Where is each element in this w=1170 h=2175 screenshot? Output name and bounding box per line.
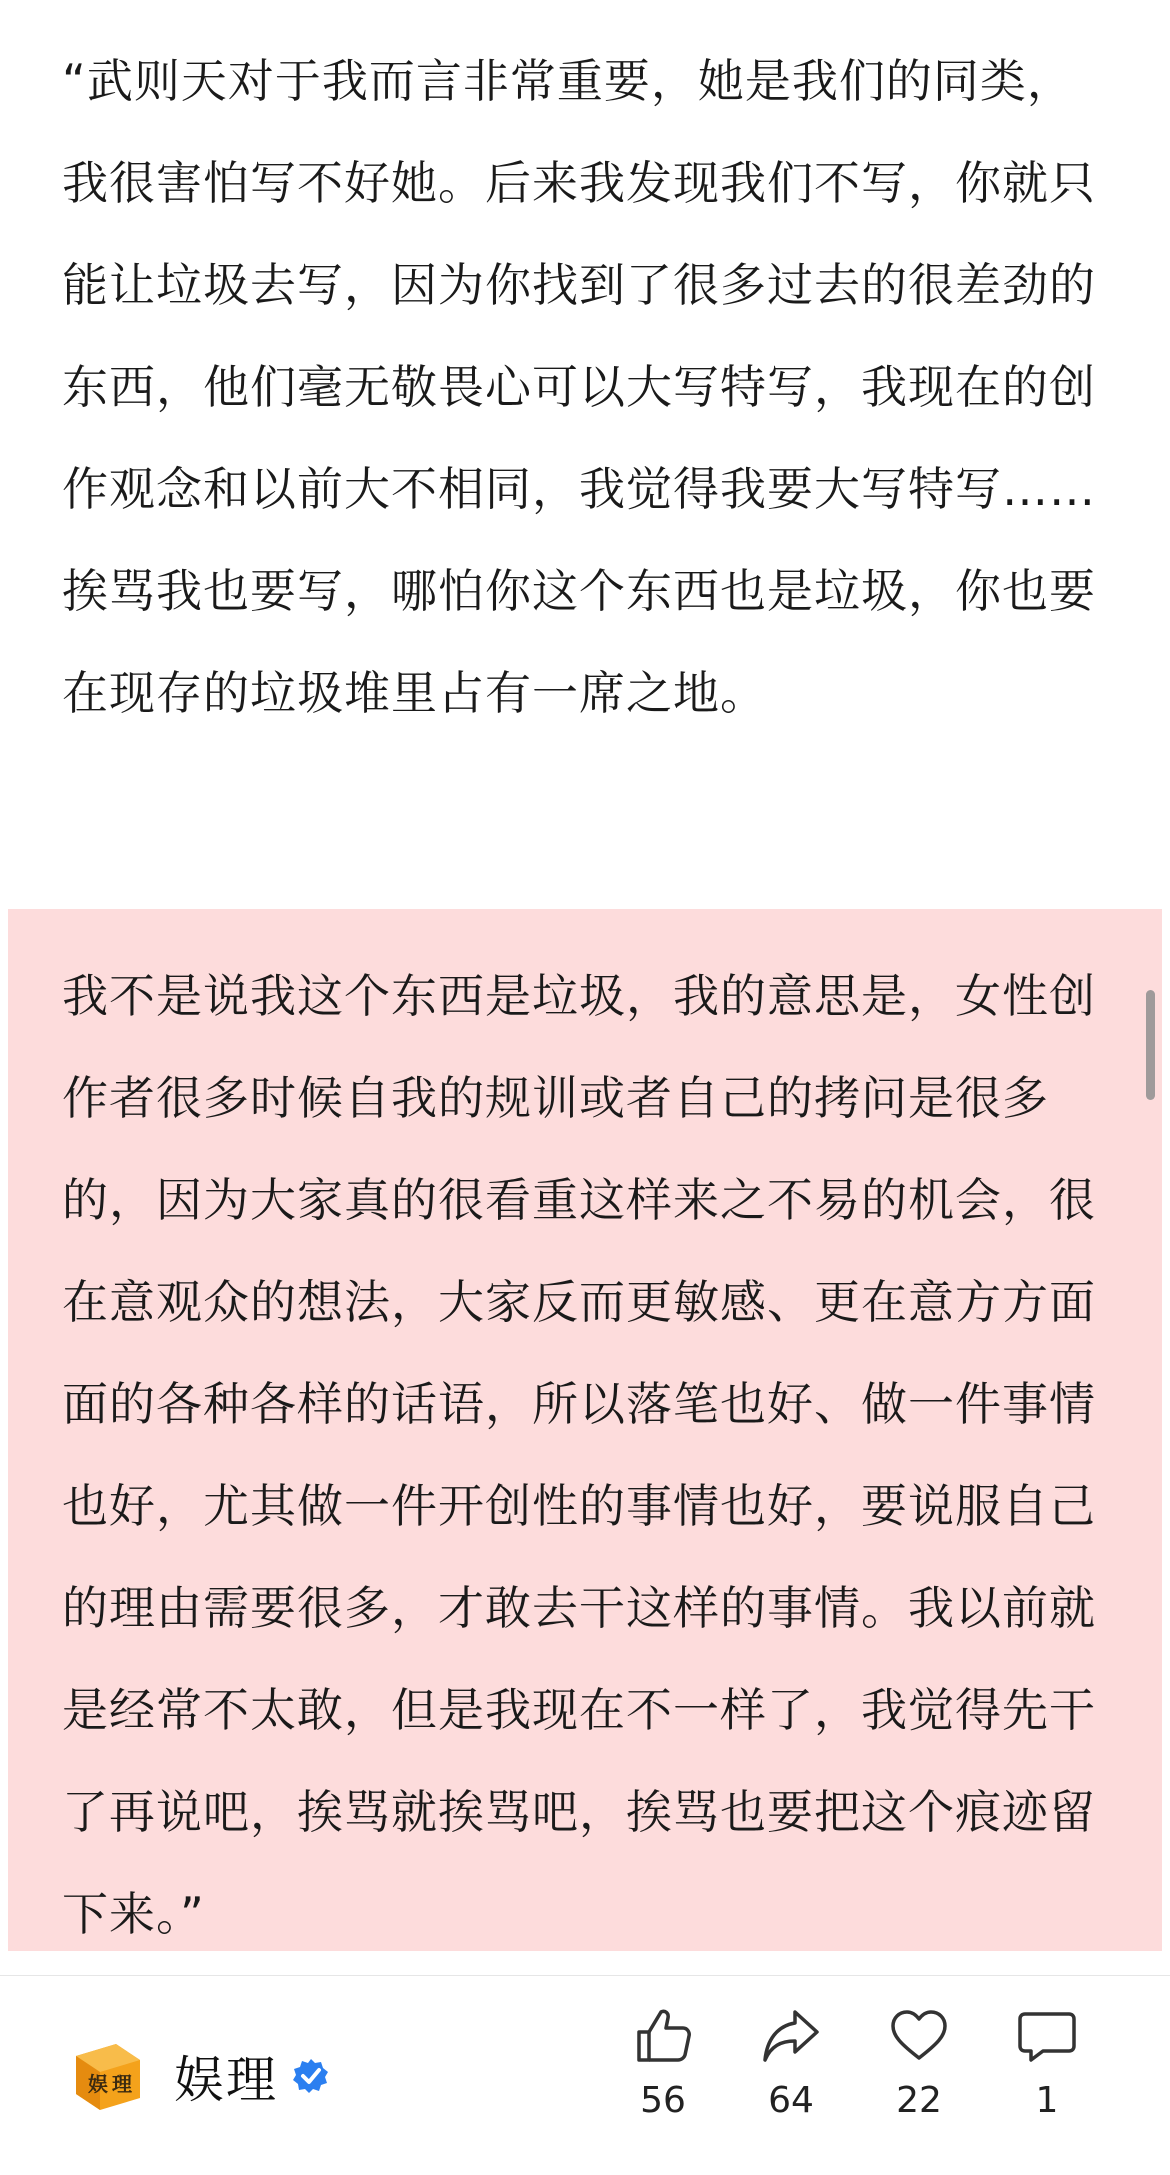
article-paragraph: “武则天对于我而言非常重要，她是我们的同类，我很害怕写不好她。后来我发现我们不写，你就只能让垃圾去写，因为你找到了很多过去的很差劲的东西，他们毫无敬畏心可以大写特写，我现在的创作观念和以前大不相同，我觉得我要大写特写……挨骂我也要写，哪怕你这个东西也是垃圾，你也要在现存的垃圾堆里占有一席之地。 — [62, 54, 1096, 720]
favorite-count: 22 — [896, 2080, 942, 2121]
heart-icon — [864, 2004, 974, 2068]
author-info[interactable] — [70, 2036, 330, 2116]
like-button[interactable] — [608, 2004, 718, 2121]
comment-button[interactable] — [992, 2004, 1102, 2121]
repost-count: 64 — [768, 2080, 814, 2121]
avatar-glyph: 娱 — [88, 2072, 108, 2096]
avatar[interactable] — [70, 2038, 146, 2114]
verified-badge-icon — [292, 2057, 330, 2095]
repost-button[interactable] — [736, 2004, 846, 2121]
article-paragraph-highlighted: 我不是说我这个东西是垃圾，我的意思是，女性创作者很多时候自我的规训或者自己的拷问是很多的，因为大家真的很看重这样来之不易的机会，很在意观众的想法，大家反而更敏感、更在意方方面面的各种各样的话语，所以落笔也好、做一件事情也好，尤其做一件开创性的事情也好，要说服自己的理由需要很多，才敢去干这样的事情。我以前就是经常不太敢，但是我现在不一样了，我觉得先干了再说吧，挨骂就挨骂吧，挨骂也要把这个痕迹留下来。” — [62, 969, 1096, 1941]
avatar-glyph: 理 — [112, 2072, 132, 2096]
scrollbar-thumb[interactable] — [1146, 990, 1155, 1100]
favorite-button[interactable] — [864, 2004, 974, 2121]
post-footer — [0, 1976, 1170, 2175]
author-name[interactable]: 娱理 — [174, 2051, 278, 2109]
share-arrow-icon — [736, 2004, 846, 2068]
comment-icon — [992, 2004, 1102, 2068]
thumbs-up-icon — [608, 2004, 718, 2068]
comment-count: 1 — [1035, 2080, 1059, 2121]
like-count: 56 — [640, 2080, 686, 2121]
